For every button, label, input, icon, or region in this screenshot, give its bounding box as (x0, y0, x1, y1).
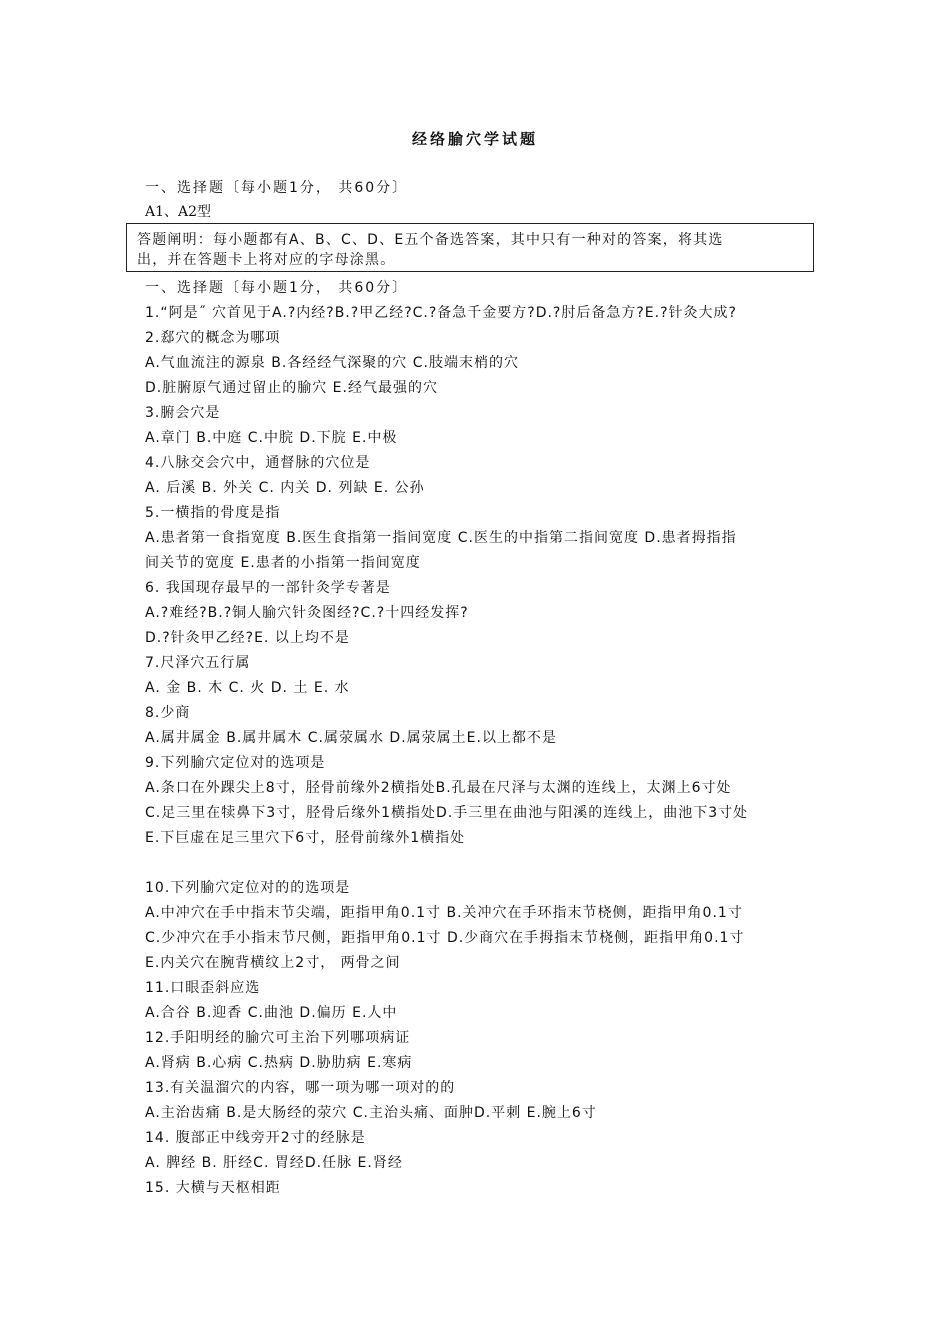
section-header-repeat: 一、选择题〔每小题1分， 共60分〕 (145, 280, 409, 296)
question-3-options: A.章门 B.中庭 C.中脘 D.下脘 E.中极 (145, 430, 398, 446)
question-9: 9.下列腧穴定位对的选项是 (145, 755, 326, 771)
question-9-options-c: E.下巨虚在足三里穴下6寸，胫骨前缘外1横指处 (145, 830, 466, 846)
question-4: 4.八脉交会穴中，通督脉的穴位是 (145, 455, 371, 471)
question-14: 14. 腹部正中线旁开2寸的经脉是 (145, 1130, 366, 1146)
question-4-options: A. 后溪 B. 外关 C. 内关 D. 列缺 E. 公孙 (145, 480, 425, 496)
question-8-options: A.属井属金 B.属井属木 C.属荥属水 D.属荥属土E.以上都不是 (145, 730, 557, 746)
question-11: 11.口眼歪斜应选 (145, 980, 261, 996)
question-7: 7.尺泽穴五行属 (145, 655, 251, 671)
question-10: 10.下列腧穴定位对的的选项是 (145, 880, 351, 896)
question-10-options-b: C.少冲穴在手小指末节尺侧，距指甲角0.1寸 D.少商穴在手拇指末节桡侧，距指甲角0.1寸 (145, 930, 745, 946)
question-6: 6. 我国现存最早的一部针灸学专著是 (145, 580, 391, 596)
question-2-options-a: A.气血流注的源泉 B.各经经气深聚的穴 C.肢端末梢的穴 (145, 355, 519, 371)
question-7-options: A. 金 B. 木 C. 火 D. 土 E. 水 (145, 680, 350, 696)
question-10-options-a: A.中冲穴在手中指末节尖端，距指甲角0.1寸 B.关冲穴在手环指末节桡侧，距指甲角0.1寸 (145, 905, 743, 921)
question-12-options: A.肾病 B.心病 C.热病 D.胁肋病 E.寒病 (145, 1055, 413, 1071)
question-1: 1.“阿是˝ 穴首见于A.?内经?B.?甲乙经?C.?备急千金要方?D.?肘后备急方?E.?针灸大成? (145, 305, 737, 321)
question-9-options-b: C.足三里在犊鼻下3寸，胫骨后缘外1横指处D.手三里在曲池与阳溪的连线上，曲池下3寸处 (145, 805, 749, 821)
question-13: 13.有关温溜穴的内容，哪一项为哪一项对的的 (145, 1080, 456, 1096)
question-15: 15. 大横与天枢相距 (145, 1180, 281, 1196)
question-6-options-b: D.?针灸甲乙经?E. 以上均不是 (145, 630, 350, 646)
question-2-options-b: D.脏腑原气通过留止的腧穴 E.经气最强的穴 (145, 380, 438, 396)
instructions-line-1: 答题阐明：每小题都有A、B、C、D、E五个备选答案，其中只有一种对的答案，将其选 (137, 232, 724, 248)
instructions-line-2: 出，并在答题卡上将对应的字母涂黑。 (137, 252, 396, 268)
question-2: 2.郄穴的概念为哪项 (145, 330, 281, 346)
question-12: 12.手阳明经的腧穴可主治下列哪项病证 (145, 1030, 411, 1046)
instructions-box (126, 223, 814, 272)
question-11-options: A.合谷 B.迎香 C.曲池 D.偏历 E.人中 (145, 1005, 398, 1021)
question-5: 5.一横指的骨度是指 (145, 505, 281, 521)
question-5-options-b: 间关节的宽度 E.患者的小指第一指间宽度 (145, 555, 421, 571)
question-6-options-a: A.?难经?B.?铜人腧穴针灸图经?C.?十四经发挥? (145, 605, 469, 621)
section-header: 一、选择题〔每小题1分， 共60分〕 (145, 180, 409, 196)
question-5-options-a: A.患者第一食指宽度 B.医生食指第一指间宽度 C.医生的中指第二指间宽度 D.患者拇指指 (145, 530, 737, 546)
question-type-label: A1、A2型 (145, 204, 212, 220)
question-3: 3.腑会穴是 (145, 405, 221, 421)
question-10-options-c: E.内关穴在腕背横纹上2寸， 两骨之间 (145, 955, 401, 971)
question-14-options: A. 脾经 B. 肝经C. 胃经D.任脉 E.肾经 (145, 1155, 403, 1171)
document-title: 经络腧穴学试题 (411, 130, 538, 148)
question-8: 8.少商 (145, 705, 191, 721)
question-13-options: A.主治齿痛 B.是大肠经的荥穴 C.主治头痛、面肿D.平刺 E.腕上6寸 (145, 1105, 597, 1121)
question-9-options-a: A.条口在外踝尖上8寸，胫骨前缘外2横指处B.孔最在尺泽与太渊的连线上，太渊上6寸处 (145, 780, 732, 796)
